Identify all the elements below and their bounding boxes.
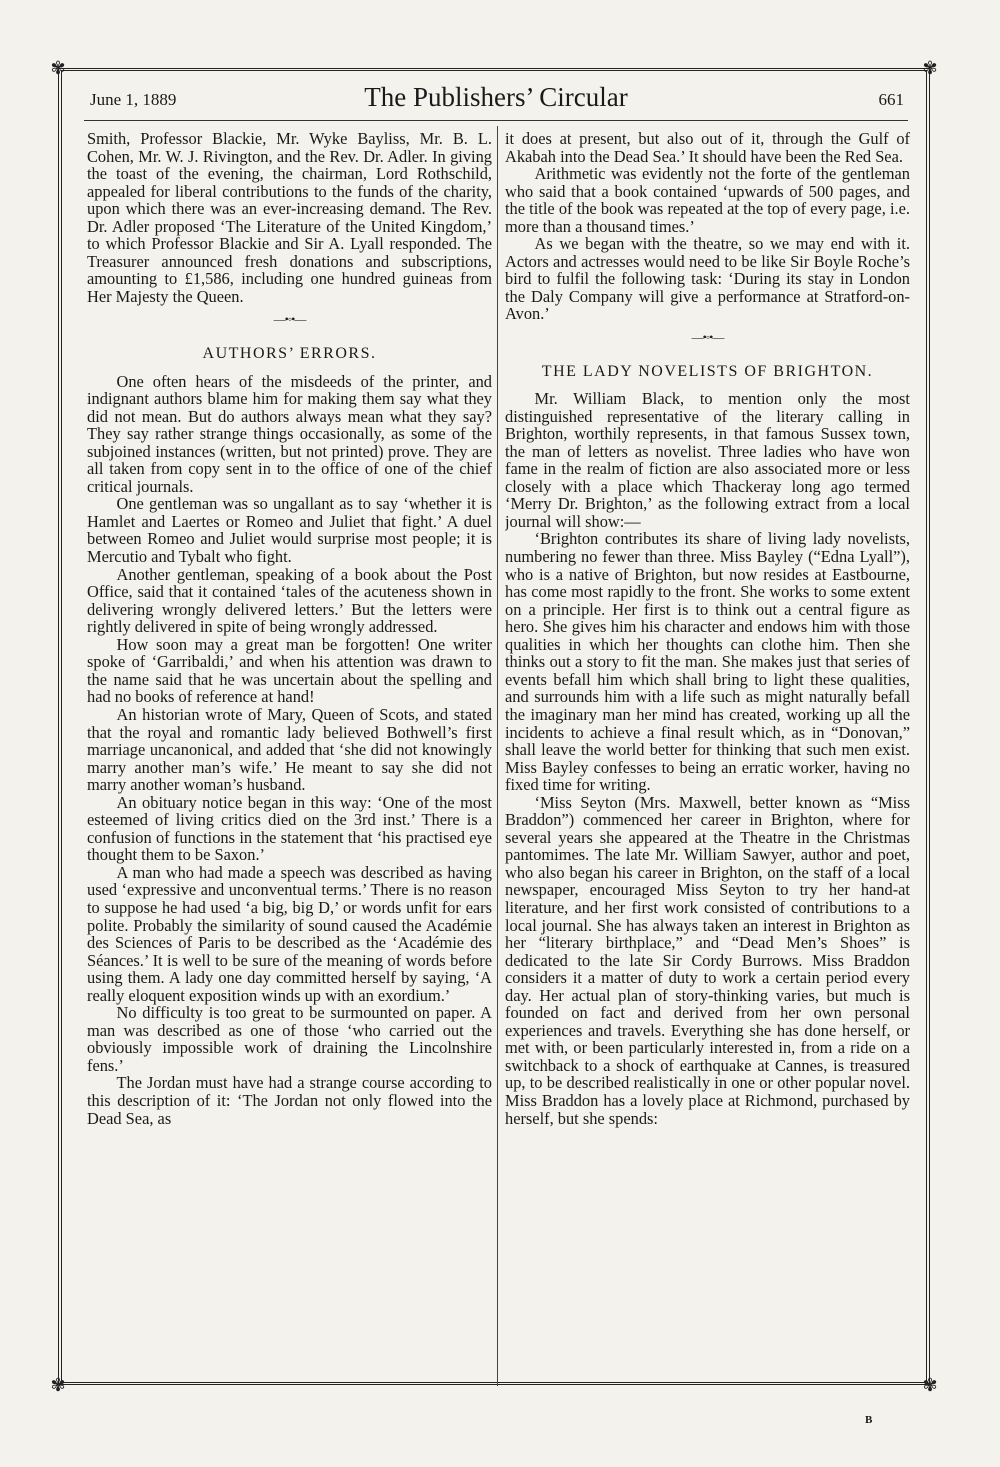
article-paragraph: An historian wrote of Mary, Queen of Scots, and stated that the royal and romantic lady believed Bothwell’s first marriage uncanonical, and added that ‘she did not knowingly marry another man’s wife.’ He meant to say she did not marry another woman’s husband.: [87, 704, 492, 795]
article-heading-authors-errors: AUTHORS’ ERRORS.: [202, 345, 377, 363]
corner-ornament-icon: ✾: [50, 1375, 66, 1395]
article-heading-lady-novelists: THE LADY NOVELISTS OF BRIGHTON.: [541, 362, 874, 380]
page-header: [84, 82, 908, 116]
article-paragraph: One often hears of the misdeeds of the printer, and indignant authors blame him for making them say what they did not mean. But do authors always mean what they say? They say rather strange things occasionally, as some of the subjoined instances (written, but not printed) prove. They are all taken from copy sent in to the office of one of the chief critical journals.: [87, 371, 492, 496]
article-paragraph: ‘Brighton contributes its share of living lady novelists, numbering no fewer than three. Miss Bayley (“Edna Lyall”), who is a native of Brighton, but now resides at Eastbourne, has come most rapidly to the front. She works to some extent on a principle. Her first is to think out a central figure as hero. She gives him his character and endows him with those qualities in which her thoughts can clothe him. Then she thinks out a story to fit the man. She makes just that series of events befall him which shall bring to light these qualities, and surrounds him with a life such as might naturally befall the imaginary man her mind has created, working up all the incidents to achieve a final result which, as in “Donovan,” shall leave the world better for thinking that such men exist. Miss Bayley confesses to being an erratic worker, having no fixed time for writing.: [505, 529, 910, 795]
corner-ornament-icon: ✾: [50, 58, 66, 78]
continued-paragraph: Smith, Professor Blackie, Mr. Wyke Bayliss, Mr. B. L. Cohen, Mr. W. J. Rivington, and the Rev. Dr. Adler. In giving the toast of the evening, the chairman, Lord Rothschild, appealed for liberal contributions to the funds of the charity, upon which there was an ever-increasing demand. The Rev. Dr. Adler proposed ‘The Literature of the United Kingdom,’ to which Professor Blackie and Sir A. Lyall responded. The Treasurer announced fresh donations and subscriptions, amounting to £1,586, including one hundred guineas from Her Majesty the Queen.: [87, 130, 492, 306]
header-rule: [84, 120, 908, 121]
signature-mark: B: [865, 1414, 873, 1426]
article-paragraph: A man who had made a speech was described as having used ‘expressive and unconventual terms.’ There is no reason to suppose he had used ‘a big, big D,’ or words unfit for ears polite. Probably the similarity of sound caused the Académie des Sciences of Paris to be described as the ‘Académie des Séances.’ It is well to be sure of the meaning of words before using them. A lady one day committed herself by saying, ‘A really eloquent exposition winds up with an exordium.’: [87, 862, 492, 1005]
issue-date: June 1, 1889: [90, 90, 177, 109]
corner-ornament-icon: ✾: [922, 1375, 938, 1395]
article-paragraph: ‘Miss Seyton (Mrs. Maxwell, better known as “Miss Braddon”) commenced her career in Brighton, where for several years she appeared at the Theatre in the Christmas pantomimes. The late Mr. William Sawyer, author and poet, who also began his career in Brighton, on the staff of a local newspaper, encouraged Miss Seyton to try her hand-at literature, and her first work consisted of contributions to a local journal. She has always taken an interest in Brighton as her “literary birthplace,” and “Dead Men’s Shoes” is dedicated to the late Sir Cordy Burrows. Miss Braddon considers it a matter of duty to work a certain period every day. Her actual plan of story-thinking varies, but much is founded on fact and derived from her own personal experiences and travels. Everything she has done herself, or met with, or been particularly interested in, from a ride on a switchback to a shock of earthquake at Cannes, is treasured up, to be described realistically in one or other popular novel. Miss Braddon has a lovely place at Richmond, purchased by herself, but she spends:: [505, 792, 910, 1128]
publication-title: The Publishers’ Circular: [364, 82, 628, 112]
corner-ornament-icon: ✾: [922, 58, 938, 78]
right-column: [505, 130, 910, 1390]
column-divider: [497, 126, 498, 1386]
section-ornament: —•◦•—: [691, 330, 724, 345]
article-paragraph: How soon may a great man be forgotten! One writer spoke of ‘Garribaldi,’ and when his attention was drawn to the name said that he was uncertain about the spelling and had no books of reference at hand!: [87, 634, 492, 707]
article-paragraph: The Jordan must have had a strange course according to this description of it: ‘The Jordan not only flowed into the Dead Sea, as: [87, 1073, 492, 1128]
article-paragraph: No difficulty is too great to be surmounted on paper. A man was described as one of those ‘who carried out the obviously impossible work of draining the Lincolnshire fens.’: [87, 1003, 492, 1075]
article-paragraph: One gentleman was so ungallant as to say ‘whether it is Hamlet and Laertes or Romeo and Juliet that fight.’ A duel between Romeo and Juliet would surprise most people; it is Mercutio and Tybalt who fight.: [87, 494, 492, 567]
article-paragraph: As we began with the theatre, so we may end with it. Actors and actresses would need to be like Sir Boyle Roche’s bird to fulfil the following task: ‘During its stay in London the Daly Company will give a performance at Stratford-on-Avon.’: [505, 234, 910, 324]
left-column: [87, 130, 492, 1390]
continued-paragraph: it does at present, but also out of it, through the Gulf of Akabah into the Dead Sea.’ It should have been the Red Sea.: [505, 130, 910, 166]
article-paragraph: Another gentleman, speaking of a book about the Post Office, said that it contained ‘tales of the acuteness shown in delivering wrongly delivered letters.’ But the letters were rightly delivered in spite of being wrongly addressed.: [87, 564, 492, 637]
article-paragraph: Arithmetic was evidently not the forte of the gentleman who said that a book contained ‘upwards of 500 pages, and the title of the book was repeated at the top of every page, i.e. more than a thousand times.’: [505, 164, 910, 236]
section-ornament: —•◦•—: [273, 312, 306, 327]
page-number: 661: [878, 90, 904, 109]
article-paragraph: An obituary notice began in this way: ‘One of the most esteemed of living critics died on the 3rd inst.’ There is a confusion of functions in the statement that ‘his practised eye thought them to be Saxon.’: [87, 792, 492, 865]
article-paragraph: Mr. William Black, to mention only the most distinguished representative of the literary calling in Brighton, worthily represents, in that famous Sussex town, the man of letters as novelist. Three ladies who have won fame in the realm of fiction are also associated more or less closely with a place which Thackeray long ago termed ‘Merry Dr. Brighton,’ as the following extract from a local journal will show:—: [505, 389, 910, 531]
